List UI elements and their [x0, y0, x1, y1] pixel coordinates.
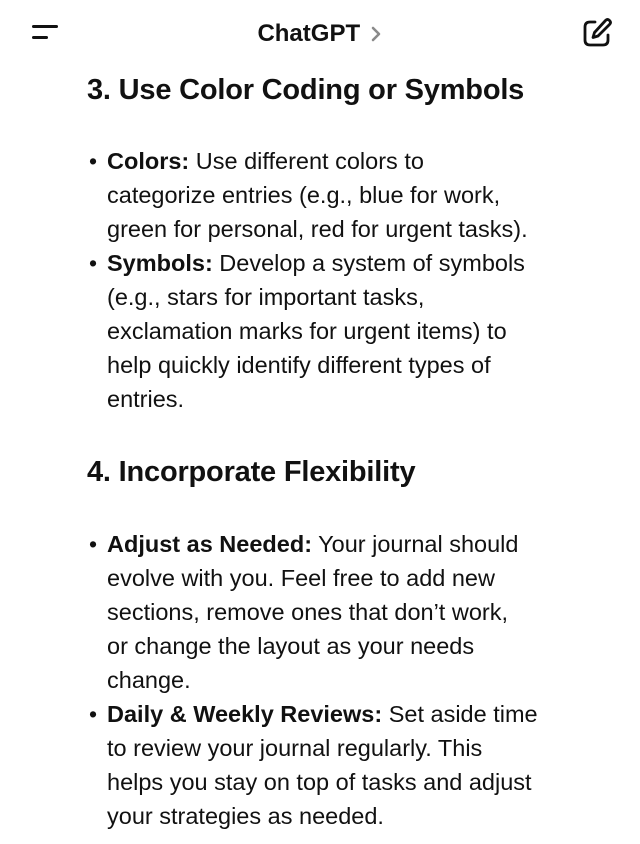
bullet-text: change. — [107, 667, 191, 693]
bullet-text: helps you stay on top of tasks and adjust — [107, 769, 532, 795]
bullet-text: categorize entries (e.g., blue for work, — [107, 182, 501, 208]
bullet-text: Set aside time — [382, 701, 538, 727]
bullet-text: to review your journal regularly. This — [107, 735, 483, 761]
bullet-text: Use different colors to — [189, 148, 424, 174]
bullet-first-line — [107, 144, 627, 178]
list-item — [89, 697, 627, 833]
bullet-icon: • — [89, 531, 98, 557]
bullet-list — [89, 527, 627, 833]
list-item — [89, 246, 627, 416]
menu-icon — [32, 25, 58, 28]
new-chat-button[interactable] — [578, 14, 616, 52]
bullet-term: Daily & Weekly Reviews: — [107, 701, 383, 727]
section-heading: 3. Use Color Coding or Symbols — [87, 74, 525, 106]
list-item — [89, 527, 627, 697]
bullet-first-line — [107, 246, 627, 280]
new-chat-icon — [578, 14, 616, 52]
bullet-term: Adjust as Needed: — [107, 531, 313, 557]
bullet-icon: • — [89, 701, 98, 727]
chevron-right-icon — [369, 24, 383, 44]
menu-icon-line — [32, 36, 48, 39]
bullet-text: sections, remove ones that don’t work, — [107, 599, 509, 625]
bullet-term: Symbols: — [107, 250, 213, 276]
bullet-text: evolve with you. Feel free to add new — [107, 565, 495, 591]
bullet-text: Develop a system of symbols — [212, 250, 525, 276]
list-item — [89, 144, 627, 246]
bullet-list — [89, 144, 627, 416]
menu-button[interactable] — [26, 16, 66, 50]
bullet-text: help quickly identify different types of — [107, 352, 491, 378]
bullet-term: Colors: — [107, 148, 190, 174]
bullet-text: green for personal, red for urgent tasks). — [107, 216, 528, 242]
top-bar — [0, 0, 640, 66]
bullet-first-line — [107, 527, 627, 561]
bullet-icon: • — [89, 250, 98, 276]
bullet-text: entries. — [107, 386, 185, 412]
bullet-icon: • — [89, 148, 98, 174]
page-title: ChatGPT — [257, 20, 361, 47]
bullet-text: exclamation marks for urgent items) to — [107, 318, 507, 344]
bullet-first-line — [107, 697, 627, 731]
bullet-text: or change the layout as your needs — [107, 633, 475, 659]
bullet-text: your strategies as needed. — [107, 803, 384, 829]
bullet-text: (e.g., stars for important tasks, — [107, 284, 425, 310]
section-heading: 4. Incorporate Flexibility — [87, 456, 416, 488]
bullet-text: Your journal should — [312, 531, 519, 557]
model-selector-button[interactable] — [220, 17, 420, 51]
